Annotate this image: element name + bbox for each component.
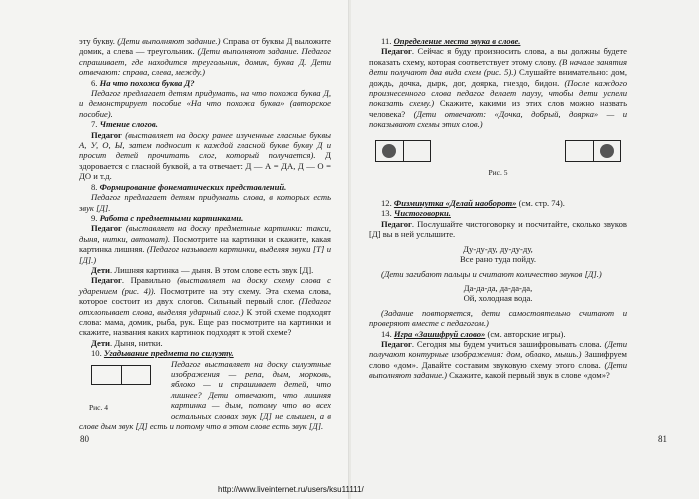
section-heading: 12. Физминутка «Делай наоборот» (см. стр. 74). — [381, 198, 565, 209]
figure-5 — [375, 140, 621, 162]
scheme-cell — [566, 141, 593, 161]
paragraph: Педагог (выставляет на доску ранее изученные гласные буквы А, У, О, Ы, затем подносит к каждой гласной букве букву Д и просит детей прочитать слог, который получается). Д здоровается с гласной буквой, а та отвечает: Д — А = ДА, Д — О = ДО и т.д. — [79, 129, 331, 182]
paragraph: Педагог предлагает детям придумать, на что похожа буква Д, и демонстрирует пособие «На что похожа буква» (авторское пособие). — [79, 88, 331, 119]
verse-line: Все рано туда пойду. — [460, 254, 536, 265]
page-number: 80 — [80, 434, 89, 444]
sound-last-scheme — [565, 140, 621, 162]
section-heading: 8. Формирование фонематических представлений. — [91, 181, 287, 192]
paragraph: (Задание повторяется, дети самостоятельно считают и проверяют вместе с педагогом.) — [369, 307, 627, 329]
paragraph: Педагог. Правильно (выставляет на доску схему слова с ударением (рис. 4)). Посмотрите на эту схему. Эта схема слова, которое состоит из двух слогов. Сильный первый слог. (Педагог отхлопывает слова, выделяя ударный слог.) К этой схеме подходят слова: мама, домик, рыба, рук. Еще раз посмотрите на картинки и скажите, названия каких картинок подходят к этой схеме? — [79, 275, 331, 338]
scheme-cell — [121, 366, 151, 384]
verse-note: (Дети загибают пальцы и считают количество звуков [Д].) — [381, 268, 602, 279]
paragraph: Педагог. Сейчас я буду произносить слова, а вы должны будете показать схему, которая соответствует этому слову. (В начале занятия дети получают два вида схем (рис. 5).) Слушайте внимательно: дом, дождь, дочка, дырк, дог, доярка, гнездо, бидон. (После каждого произнесенного слова педагог делает паузу, чтобы дети успели показать схему.) Скажите, какими из этих слов можно назвать человека? (Дети отвечают: «Дочка, добрый, доярка» — и показывают схемы этих слов.) — [369, 46, 627, 130]
verse-line: Да-да-да, да-да-да, — [463, 282, 533, 293]
right-page — [351, 0, 699, 499]
paragraph: Педагог. Послушайте чистоговорку и посчитайте, сколько звуков [Д] вы в ней услышите. — [369, 218, 627, 240]
scheme-cell — [92, 366, 121, 384]
section-heading: 6. На что похожа буква Д? — [91, 77, 195, 88]
paragraph: Дети. Дыня, нитки. — [91, 337, 163, 348]
paragraph: Педагог (выставляет на доску предметные картинки: такси, дыня, нитки, автомат). Посмотрите на картинки и скажите, какая картинка лишняя. (Педагог называет картинки, выделяя звуки [Т] и [Д].) — [79, 223, 332, 265]
page-number: 81 — [658, 434, 667, 444]
section-heading: 10. Угадывание предмета по силуэту. — [91, 348, 234, 359]
figure-4 — [85, 365, 163, 413]
section-heading: 7. Чтение слогов. — [91, 119, 158, 130]
word-scheme-figure — [91, 365, 151, 385]
left-text-column — [79, 36, 331, 431]
section-heading: 14. Игра «Зашифруй слово» (см. авторские игры). — [381, 328, 566, 339]
verse-line: Ой, холодная вода. — [463, 293, 533, 304]
figure-paragraph: Педагог выставляет на доску силуэтные изображения — репа, дым, морковь, яблоко — и спрашивает детей, что лишнее? Дети отвечают, что лишняя картинка — дым, потому что во всех остальных словах звук [Д] не слышен, а в слове дым звук [Д] есть и потому что в этом слове есть звук [Д]. — [79, 358, 331, 432]
left-page — [0, 0, 349, 499]
figure-caption: Рис. 4 — [89, 402, 109, 412]
paragraph: Педагог предлагает детям придумать слова, в которых есть звук [Д]. — [79, 192, 331, 213]
verse-line: Ду-ду-ду, ду-ду-ду, — [463, 243, 533, 254]
paragraph: Дети. Лишняя картинка — дыня. В этом слове есть звук [Д]. — [91, 264, 314, 275]
section-heading: 9. Работа с предметными картинками. — [91, 212, 244, 223]
paragraph: эту букву. (Дети выполняют задание.) Справа от буквы Д выложите домик, а слева — треугольник. (Дети выполняют задание. Педагог спрашивает, где находится треугольник, домик, буква Д. Дети отвечают: справа, слева, между.) — [79, 36, 331, 78]
watermark-url: http://www.liveinternet.ru/users/ksu11111/ — [218, 485, 364, 494]
scheme-cell — [403, 141, 431, 161]
paragraph: Педагог. Сегодня мы будем учиться зашифровывать слова. (Дети получают контурные изображения: дом, облако, мышь.) Зашифруем слово «дом». Давайте составим звуковую схему этого слова. (Дети выполняют задание.) Скажите, какой первый звук в слове «дом»? — [369, 338, 627, 381]
sound-dot — [600, 144, 614, 158]
figure-caption: Рис. 5 — [488, 167, 508, 177]
sound-dot — [382, 144, 396, 158]
section-heading: 13. Чистоговорки. — [381, 208, 451, 219]
sound-first-scheme — [375, 140, 431, 162]
scheme-cell — [376, 141, 403, 161]
section-heading: 11. Определение места звука в слове. — [381, 36, 521, 46]
right-text-column — [369, 36, 627, 381]
scheme-cell — [593, 141, 621, 161]
